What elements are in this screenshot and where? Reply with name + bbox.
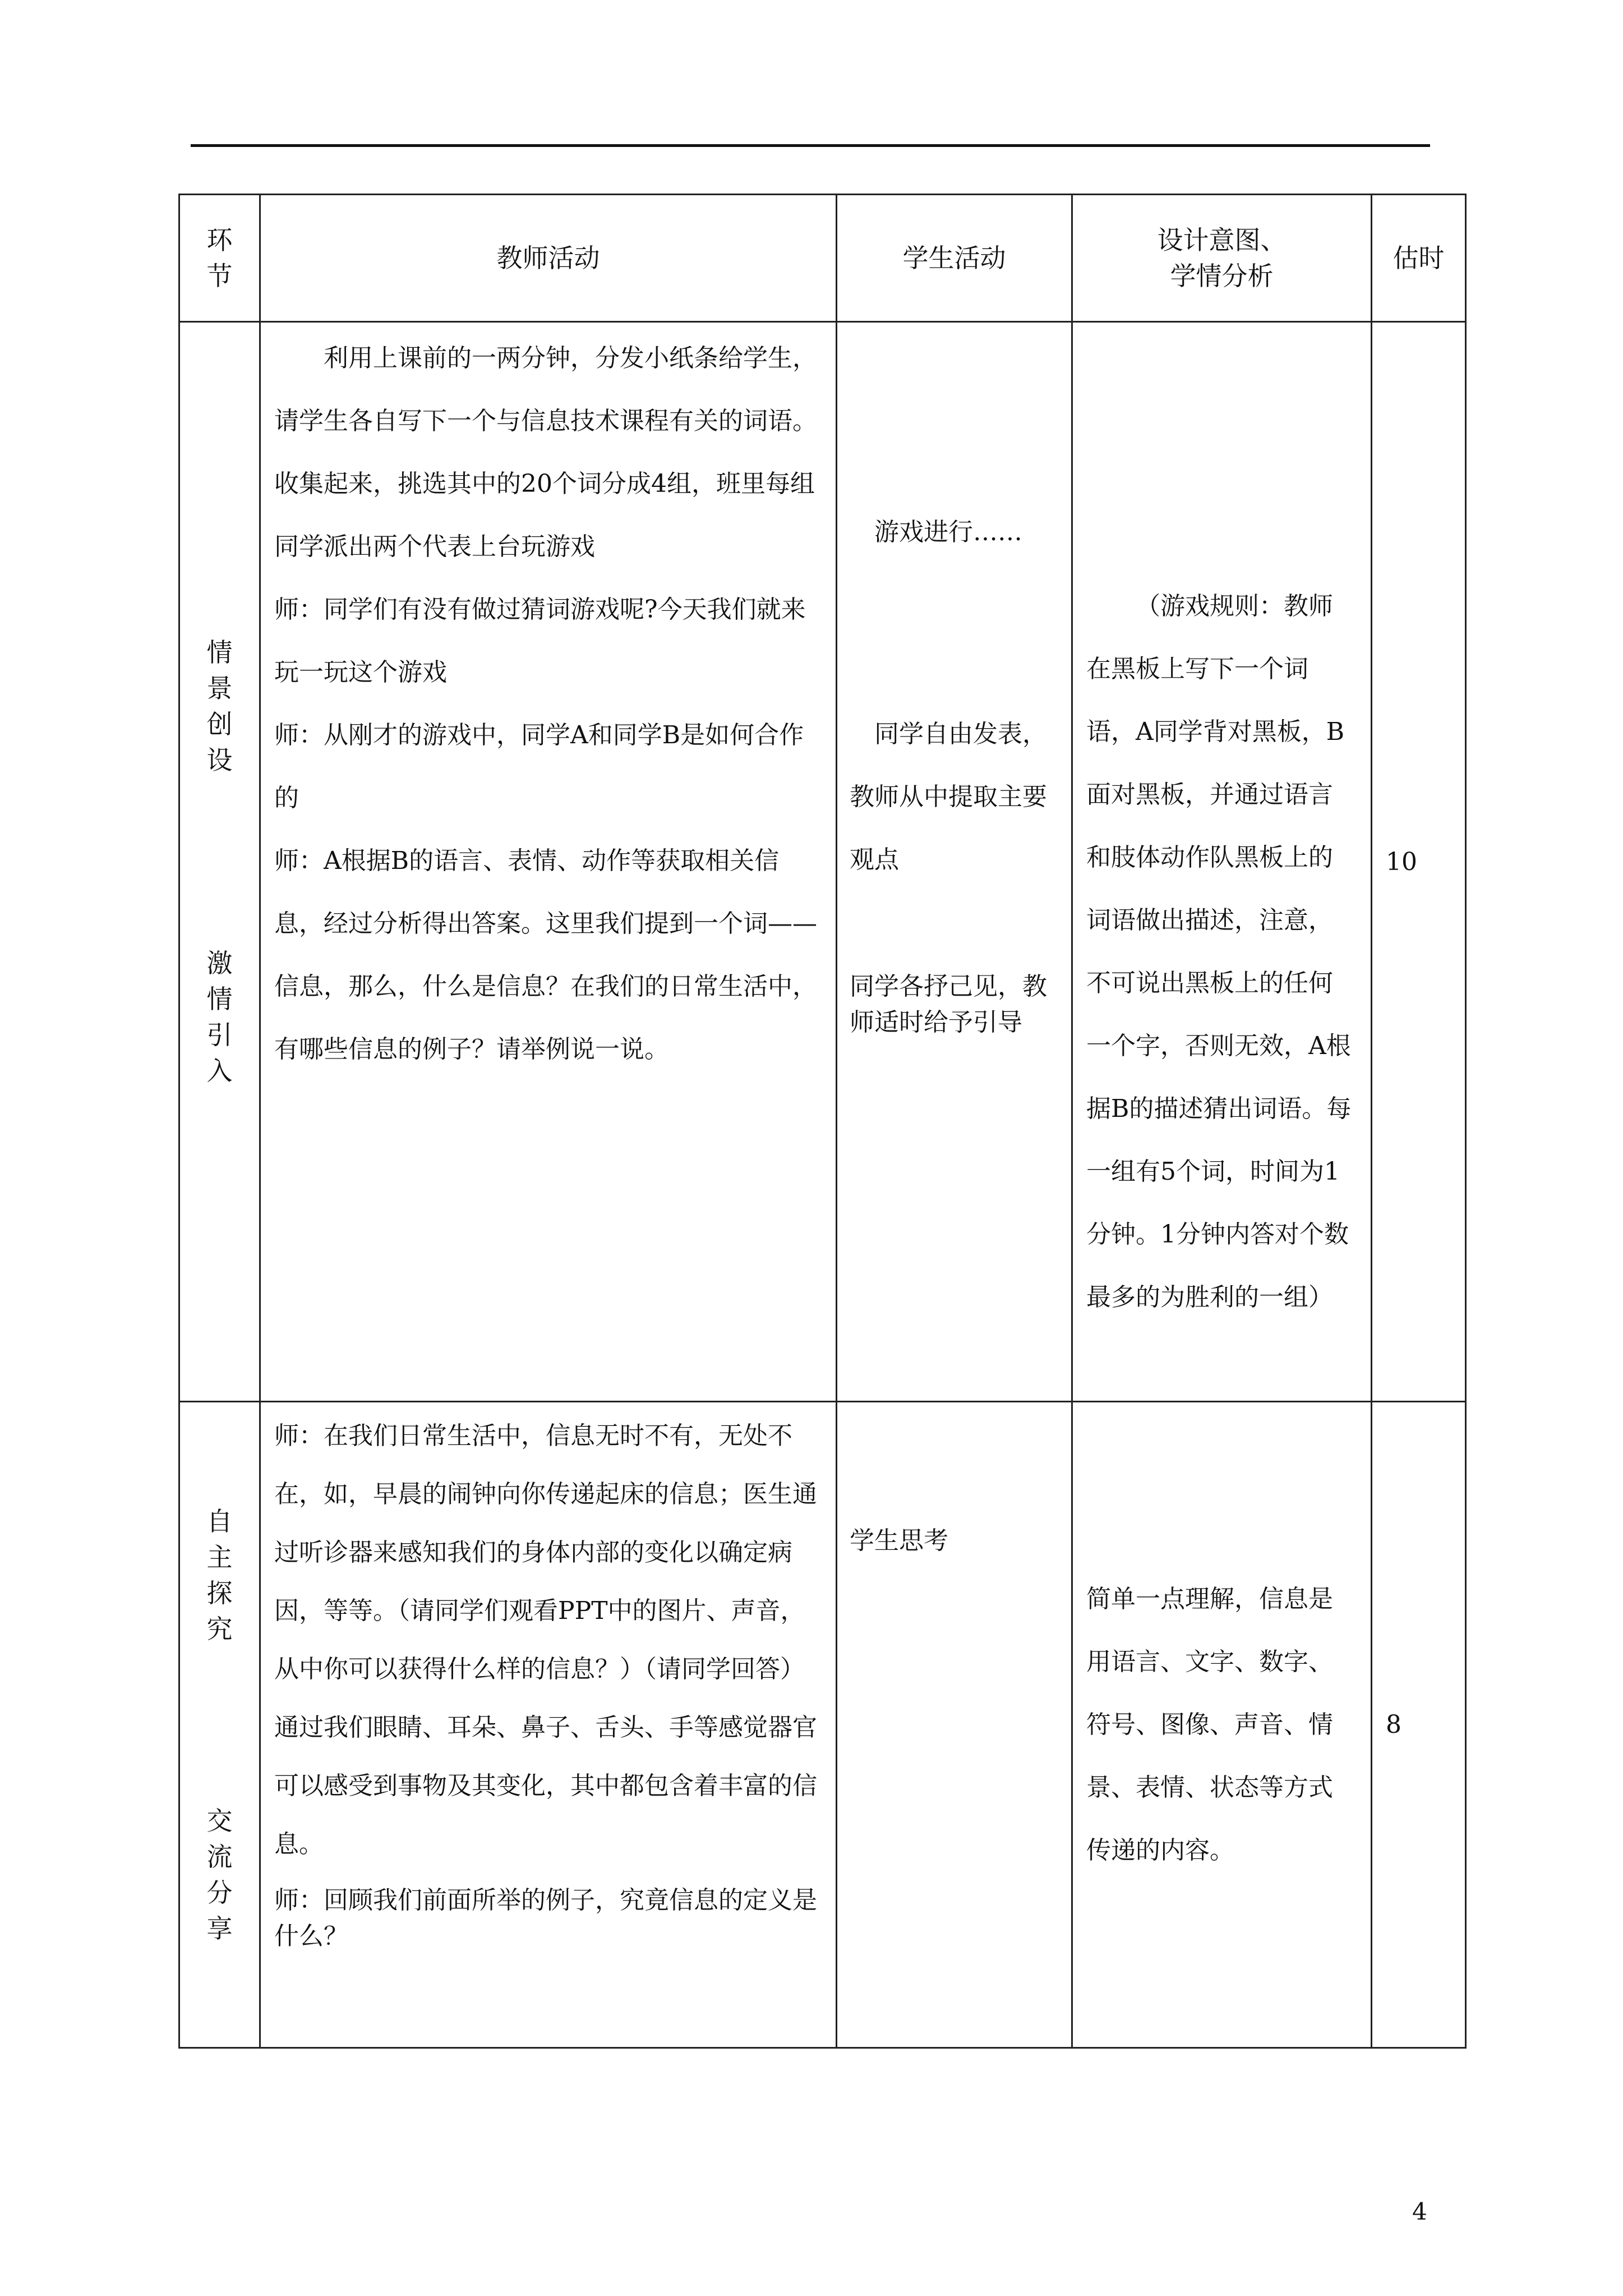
time-value: 8 (1386, 1710, 1401, 1739)
teacher-paragraph: 师：A根据B的语言、表情、动作等获取相关信息，经过分析得出答案。这里我们提到一个词——信息，那么，什么是信息？在我们的日常生活中，有哪些信息的例子？请举例说一说。 (274, 846, 817, 1064)
time-value: 10 (1386, 847, 1417, 876)
env-cell (179, 322, 260, 1402)
env-label-bottom: 交 流 分 享 (206, 1805, 233, 1944)
teacher-cell (260, 1402, 837, 2048)
env-label-top: 情 景 创 设 (206, 637, 233, 775)
env-label-top: 自 主 探 究 (206, 1506, 233, 1644)
table-header-row (179, 195, 1466, 322)
header-time: 估时 (1372, 195, 1466, 322)
teacher-paragraph: 师：从刚才的游戏中，同学A和同学B是如何合作的 (274, 721, 804, 812)
intent-cell (1072, 322, 1372, 1402)
teacher-paragraph: 师：回顾我们前面所举的例子，究竟信息的定义是什么？ (274, 1886, 817, 1950)
intent-paragraph: 简单一点理解，信息是用语言、文字、数字、符号、图像、声音、情景、表情、状态等方式传递的内容。 (1086, 1584, 1333, 1865)
student-paragraph: 学生思考 (850, 1526, 948, 1555)
teacher-paragraph: 利用上课前的一两分钟，分发小纸条给学生，请学生各自写下一个与信息技术课程有关的词语。收集起来，挑选其中的20个词分成4组，班里每组同学派出两个代表上台玩游戏 (274, 344, 817, 561)
student-paragraph: 游戏进行…… (874, 518, 1022, 546)
time-cell (1372, 322, 1466, 1402)
env-cell (179, 1402, 260, 2048)
lesson-plan-table (178, 194, 1467, 2049)
student-paragraph: 同学自由发表，教师从中提取主要观点 (850, 720, 1047, 874)
header-intent: 设计意图、 学情分析 (1072, 195, 1372, 322)
teacher-paragraph: 通过我们眼睛、耳朵、鼻子、舌头、手等感觉器官可以感受到事物及其变化，其中都包含着丰富的信息。 (274, 1713, 817, 1858)
teacher-paragraph: 师：在我们日常生活中，信息无时不有，无处不在，如，早晨的闹钟向你传递起床的信息；医生通过听诊器来感知我们的身体内部的变化以确定病因，等等。（请同学们观看PPT中的图片、声音，从中你可以获得什么样的信息？）（请同学回答） (274, 1421, 817, 1683)
env-label-bottom: 激 情 引 入 (206, 948, 233, 1086)
table-row (179, 1402, 1466, 2048)
intent-cell (1072, 1402, 1372, 2048)
header-env: 环 节 (179, 195, 260, 322)
student-paragraph: 同学各抒己见，教师适时给予引导 (850, 972, 1047, 1037)
header-teacher: 教师活动 (260, 195, 837, 322)
header-student: 学生活动 (837, 195, 1072, 322)
student-cell (837, 322, 1072, 1402)
table-row (179, 322, 1466, 1402)
intent-paragraph: （游戏规则：教师在黑板上写下一个词语，A同学背对黑板，B面对黑板，并通过语言和肢体动作队黑板上的词语做出描述，注意，不可说出黑板上的任何一个字，否则无效，A根据B的描述猜出词语。每一组有5个词，时间为1分钟。1分钟内答对个数最多的为胜利的一组） (1086, 592, 1352, 1312)
time-cell (1372, 1402, 1466, 2048)
header-rule (191, 144, 1430, 147)
teacher-cell (260, 322, 837, 1402)
page-number: 4 (1412, 2198, 1427, 2225)
teacher-paragraph: 师：同学们有没有做过猜词游戏呢?今天我们就来玩一玩这个游戏 (274, 595, 806, 687)
student-cell (837, 1402, 1072, 2048)
